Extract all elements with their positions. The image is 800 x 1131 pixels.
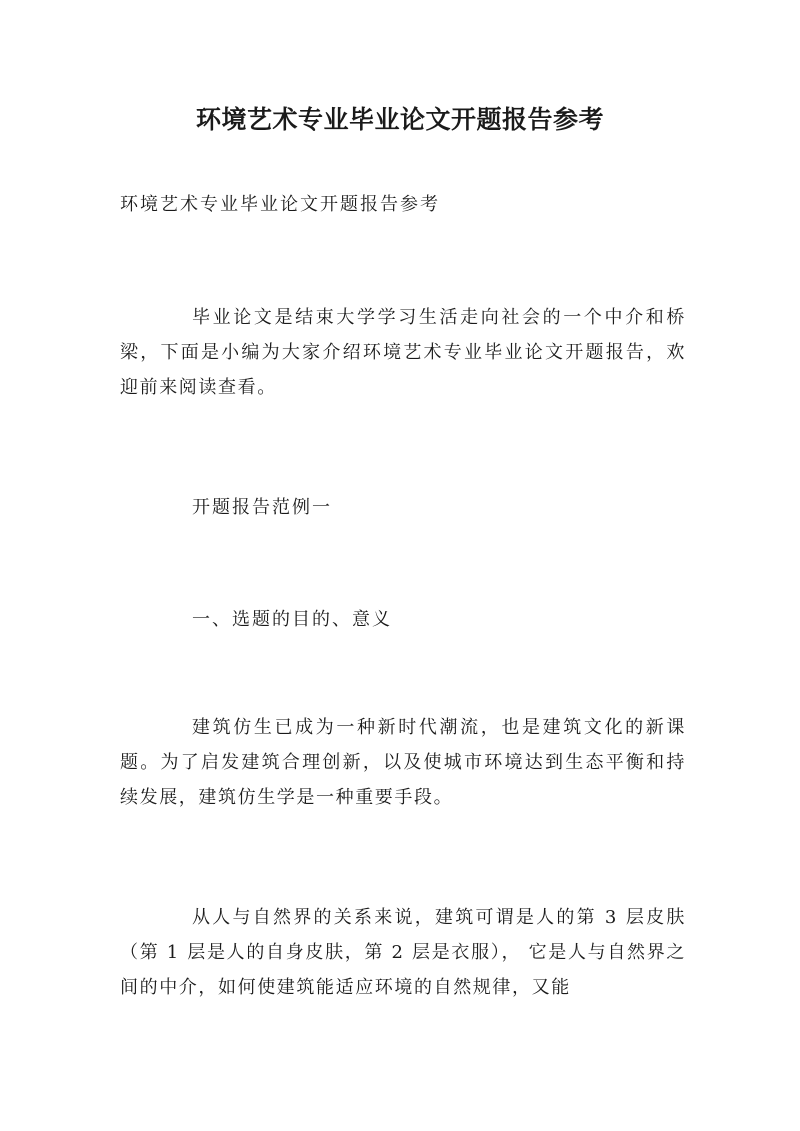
body-paragraph-nature: 从人与自然界的关系来说，建筑可谓是人的第 3 层皮肤（第 1 层是人的自身皮肤，第 2 层是衣服）， 它是人与自然界之间的中介，如何使建筑能适应环境的自然规律，又能 bbox=[120, 907, 686, 998]
section-heading-purpose: 一、选题的目的、意义 bbox=[192, 609, 392, 630]
document-title: 环境艺术专业毕业论文开题报告参考 bbox=[195, 105, 604, 134]
section-heading-example-one: 开题报告范例一 bbox=[192, 497, 332, 518]
document-subtitle: 环境艺术专业毕业论文开题报告参考 bbox=[120, 194, 440, 215]
intro-paragraph: 毕业论文是结束大学学习生活走向社会的一个中介和桥梁，下面是小编为大家介绍环境艺术专业毕业论文开题报告，欢迎前来阅读查看。 bbox=[120, 307, 686, 398]
body-paragraph-bionics: 建筑仿生已成为一种新时代潮流，也是建筑文化的新课题。为了启发建筑合理创新，以及使城市环境达到生态平衡和持续发展，建筑仿生学是一种重要手段。 bbox=[120, 717, 686, 808]
